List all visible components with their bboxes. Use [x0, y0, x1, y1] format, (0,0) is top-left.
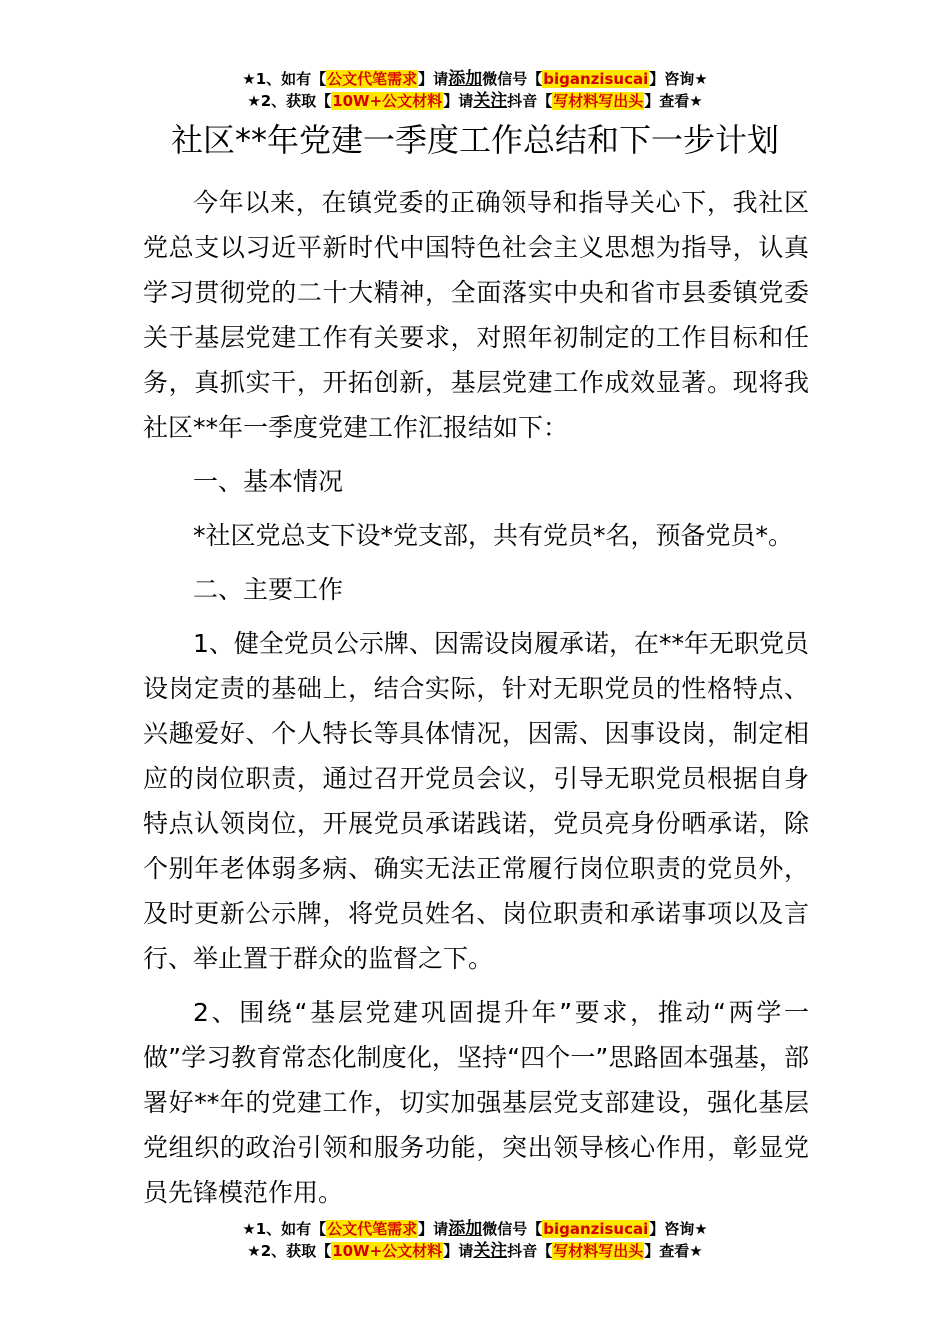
promo-highlight: biganzisucai: [543, 70, 649, 88]
paragraph-basic-info: *社区党总支下设*党支部，共有党员*名，预备党员*。: [193, 521, 794, 550]
promo-emphasis: 添加: [448, 1219, 483, 1239]
promo-text: ★1、如有【: [242, 1220, 327, 1238]
promo-text: 微信号【: [482, 1220, 543, 1238]
paragraph-intro: 今年以来，在镇党委的正确领导和指导关心下，我社区党总支以习近平新时代中国特色社会主义思想为指导，认真学习贯彻党的二十大精神，全面落实中央和省市县委镇党委关于基层党建工作有关要求，对照年初制定的工作目标和任务，真抓实干，开拓创新，基层党建工作成效显著。现将我社区**年一季度党建工作汇报结如下：: [143, 188, 809, 442]
promo-line-1: [0, 68, 950, 90]
promo-line-1: [0, 1218, 950, 1240]
promo-highlight: 10W+公文材料: [332, 92, 443, 110]
promo-text: 微信号【: [482, 70, 543, 88]
promo-text: 】请: [443, 1242, 474, 1260]
promo-text: 】查看★: [644, 1242, 703, 1260]
promo-text: 】查看★: [644, 92, 703, 110]
promo-text: 】请: [443, 92, 474, 110]
bottom-promo-banner: [0, 1218, 950, 1262]
document-title: 社区**年党建一季度工作总结和下一步计划: [170, 121, 779, 159]
promo-highlight: 公文代笔需求: [327, 70, 418, 88]
promo-line-2: [0, 90, 950, 112]
promo-text: 】咨询★: [649, 1220, 708, 1238]
promo-text: 】请: [418, 1220, 449, 1238]
promo-highlight: 10W+公文材料: [332, 1242, 443, 1260]
section-heading-basic: 一、基本情况: [193, 467, 344, 496]
promo-highlight: biganzisucai: [543, 1220, 649, 1238]
promo-highlight: 写材料写出头: [553, 1242, 644, 1260]
promo-emphasis: 关注: [473, 91, 508, 111]
promo-line-2: [0, 1240, 950, 1262]
paragraph-work-item-2: 2、围绕“基层党建巩固提升年”要求，推动“两学一做”学习教育常态化制度化，坚持“四个一”思路固本强基，部署好**年的党建工作，切实加强基层党支部建设，强化基层党组织的政治引领和服务功能，突出领导核心作用，彰显党员先锋模范作用。: [143, 998, 809, 1207]
promo-text: 抖音【: [507, 92, 553, 110]
paragraph-work-item-1: 1、健全党员公示牌、因需设岗履承诺，在**年无职党员设岗定责的基础上，结合实际，针对无职党员的性格特点、兴趣爱好、个人特长等具体情况，因需、因事设岗，制定相应的岗位职责，通过召开党员会议，引导无职党员根据自身特点认领岗位，开展党员承诺践诺，党员亮身份晒承诺，除个别年老体弱多病、确实无法正常履行岗位职责的党员外，及时更新公示牌，将党员姓名、岗位职责和承诺事项以及言行、举止置于群众的监督之下。: [143, 629, 809, 973]
promo-emphasis: 添加: [448, 69, 483, 89]
promo-text: ★2、获取【: [247, 92, 332, 110]
promo-highlight: 写材料写出头: [553, 92, 644, 110]
promo-emphasis: 关注: [473, 1241, 508, 1261]
promo-text: ★1、如有【: [242, 70, 327, 88]
top-promo-banner: [0, 68, 950, 112]
section-heading-main-work: 二、主要工作: [193, 575, 344, 604]
promo-text: ★2、获取【: [247, 1242, 332, 1260]
promo-text: 】请: [418, 70, 449, 88]
promo-highlight: 公文代笔需求: [327, 1220, 418, 1238]
promo-text: 抖音【: [507, 1242, 553, 1260]
document-body: [143, 180, 809, 1215]
promo-text: 】咨询★: [649, 70, 708, 88]
